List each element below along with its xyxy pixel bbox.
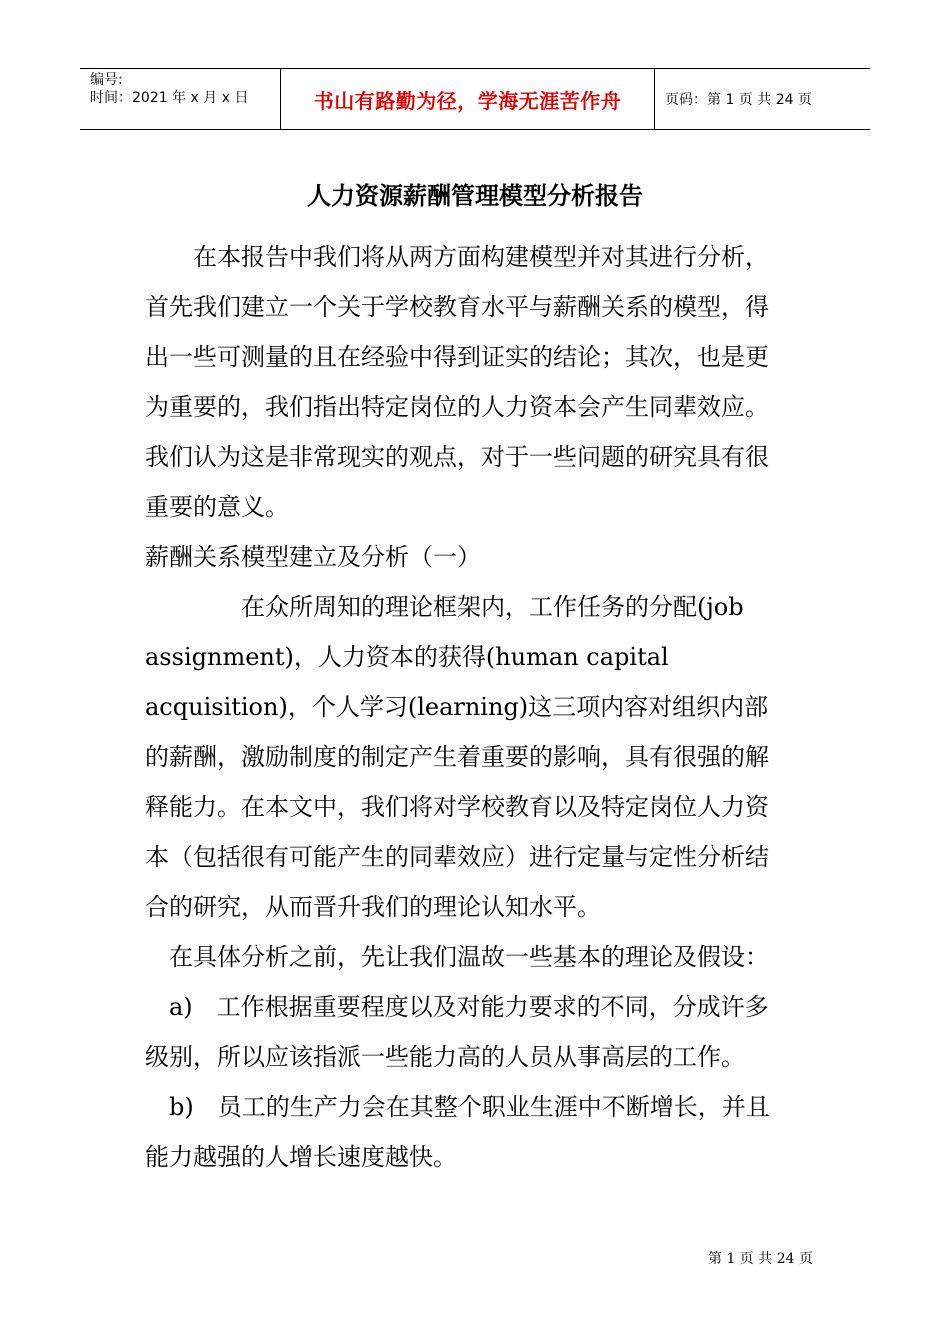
header-meta — [80, 69, 281, 129]
header-motto: 书山有路勤为径，学海无涯苦作舟 — [281, 69, 655, 129]
body-line: 在众所周知的理论框架内，工作任务的分配(job — [145, 593, 744, 621]
document-time: 时间：2021 年 x 月 x 日 — [90, 90, 249, 106]
list-item-a: a) 工作根据重要程度以及对能力要求的不同，分成许多 — [145, 993, 769, 1021]
body-line: 级别，所以应该指派一些能力高的人员从事高层的工作。 — [145, 1043, 745, 1071]
body-line: 我们认为这是非常现实的观点，对于一些问题的研究具有很 — [145, 443, 769, 471]
body-line: 在具体分析之前，先让我们温故一些基本的理论及假设： — [145, 943, 769, 971]
page-footer: 第 1 页 共 24 页 — [708, 1251, 813, 1267]
body-line: 首先我们建立一个关于学校教育水平与薪酬关系的模型，得 — [145, 293, 769, 321]
body-line: 出一些可测量的且在经验中得到证实的结论；其次，也是更 — [145, 343, 769, 371]
body-line: 为重要的，我们指出特定岗位的人力资本会产生同辈效应。 — [145, 393, 769, 421]
body-line: 合的研究，从而晋升我们的理论认知水平。 — [145, 893, 601, 921]
page-header — [80, 68, 870, 130]
document-body — [145, 232, 810, 1182]
document-title: 人力资源薪酬管理模型分析报告 — [307, 182, 643, 210]
body-line: acquisition)，个人学习(learning)这三项内容对组织内部 — [145, 693, 769, 721]
header-page-info: 页码：第 1 页 共 24 页 — [665, 92, 812, 108]
body-line: 能力越强的人增长速度越快。 — [145, 1143, 457, 1171]
list-item-b: b) 员工的生产力会在其整个职业生涯中不断增长，并且 — [145, 1093, 770, 1121]
body-line: 重要的意义。 — [145, 493, 289, 521]
body-line: 在本报告中我们将从两方面构建模型并对其进行分析， — [145, 243, 769, 271]
body-line: 的薪酬，激励制度的制定产生着重要的影响，具有很强的解 — [145, 743, 769, 771]
body-line: assignment)，人力资本的获得(human capital — [145, 643, 669, 671]
section-heading: 薪酬关系模型建立及分析（一） — [145, 543, 481, 571]
body-line: 本（包括很有可能产生的同辈效应）进行定量与定性分析结 — [145, 843, 769, 871]
document-number-label: 编号: — [90, 72, 123, 88]
body-line: 释能力。在本文中，我们将对学校教育以及特定岗位人力资 — [145, 793, 769, 821]
